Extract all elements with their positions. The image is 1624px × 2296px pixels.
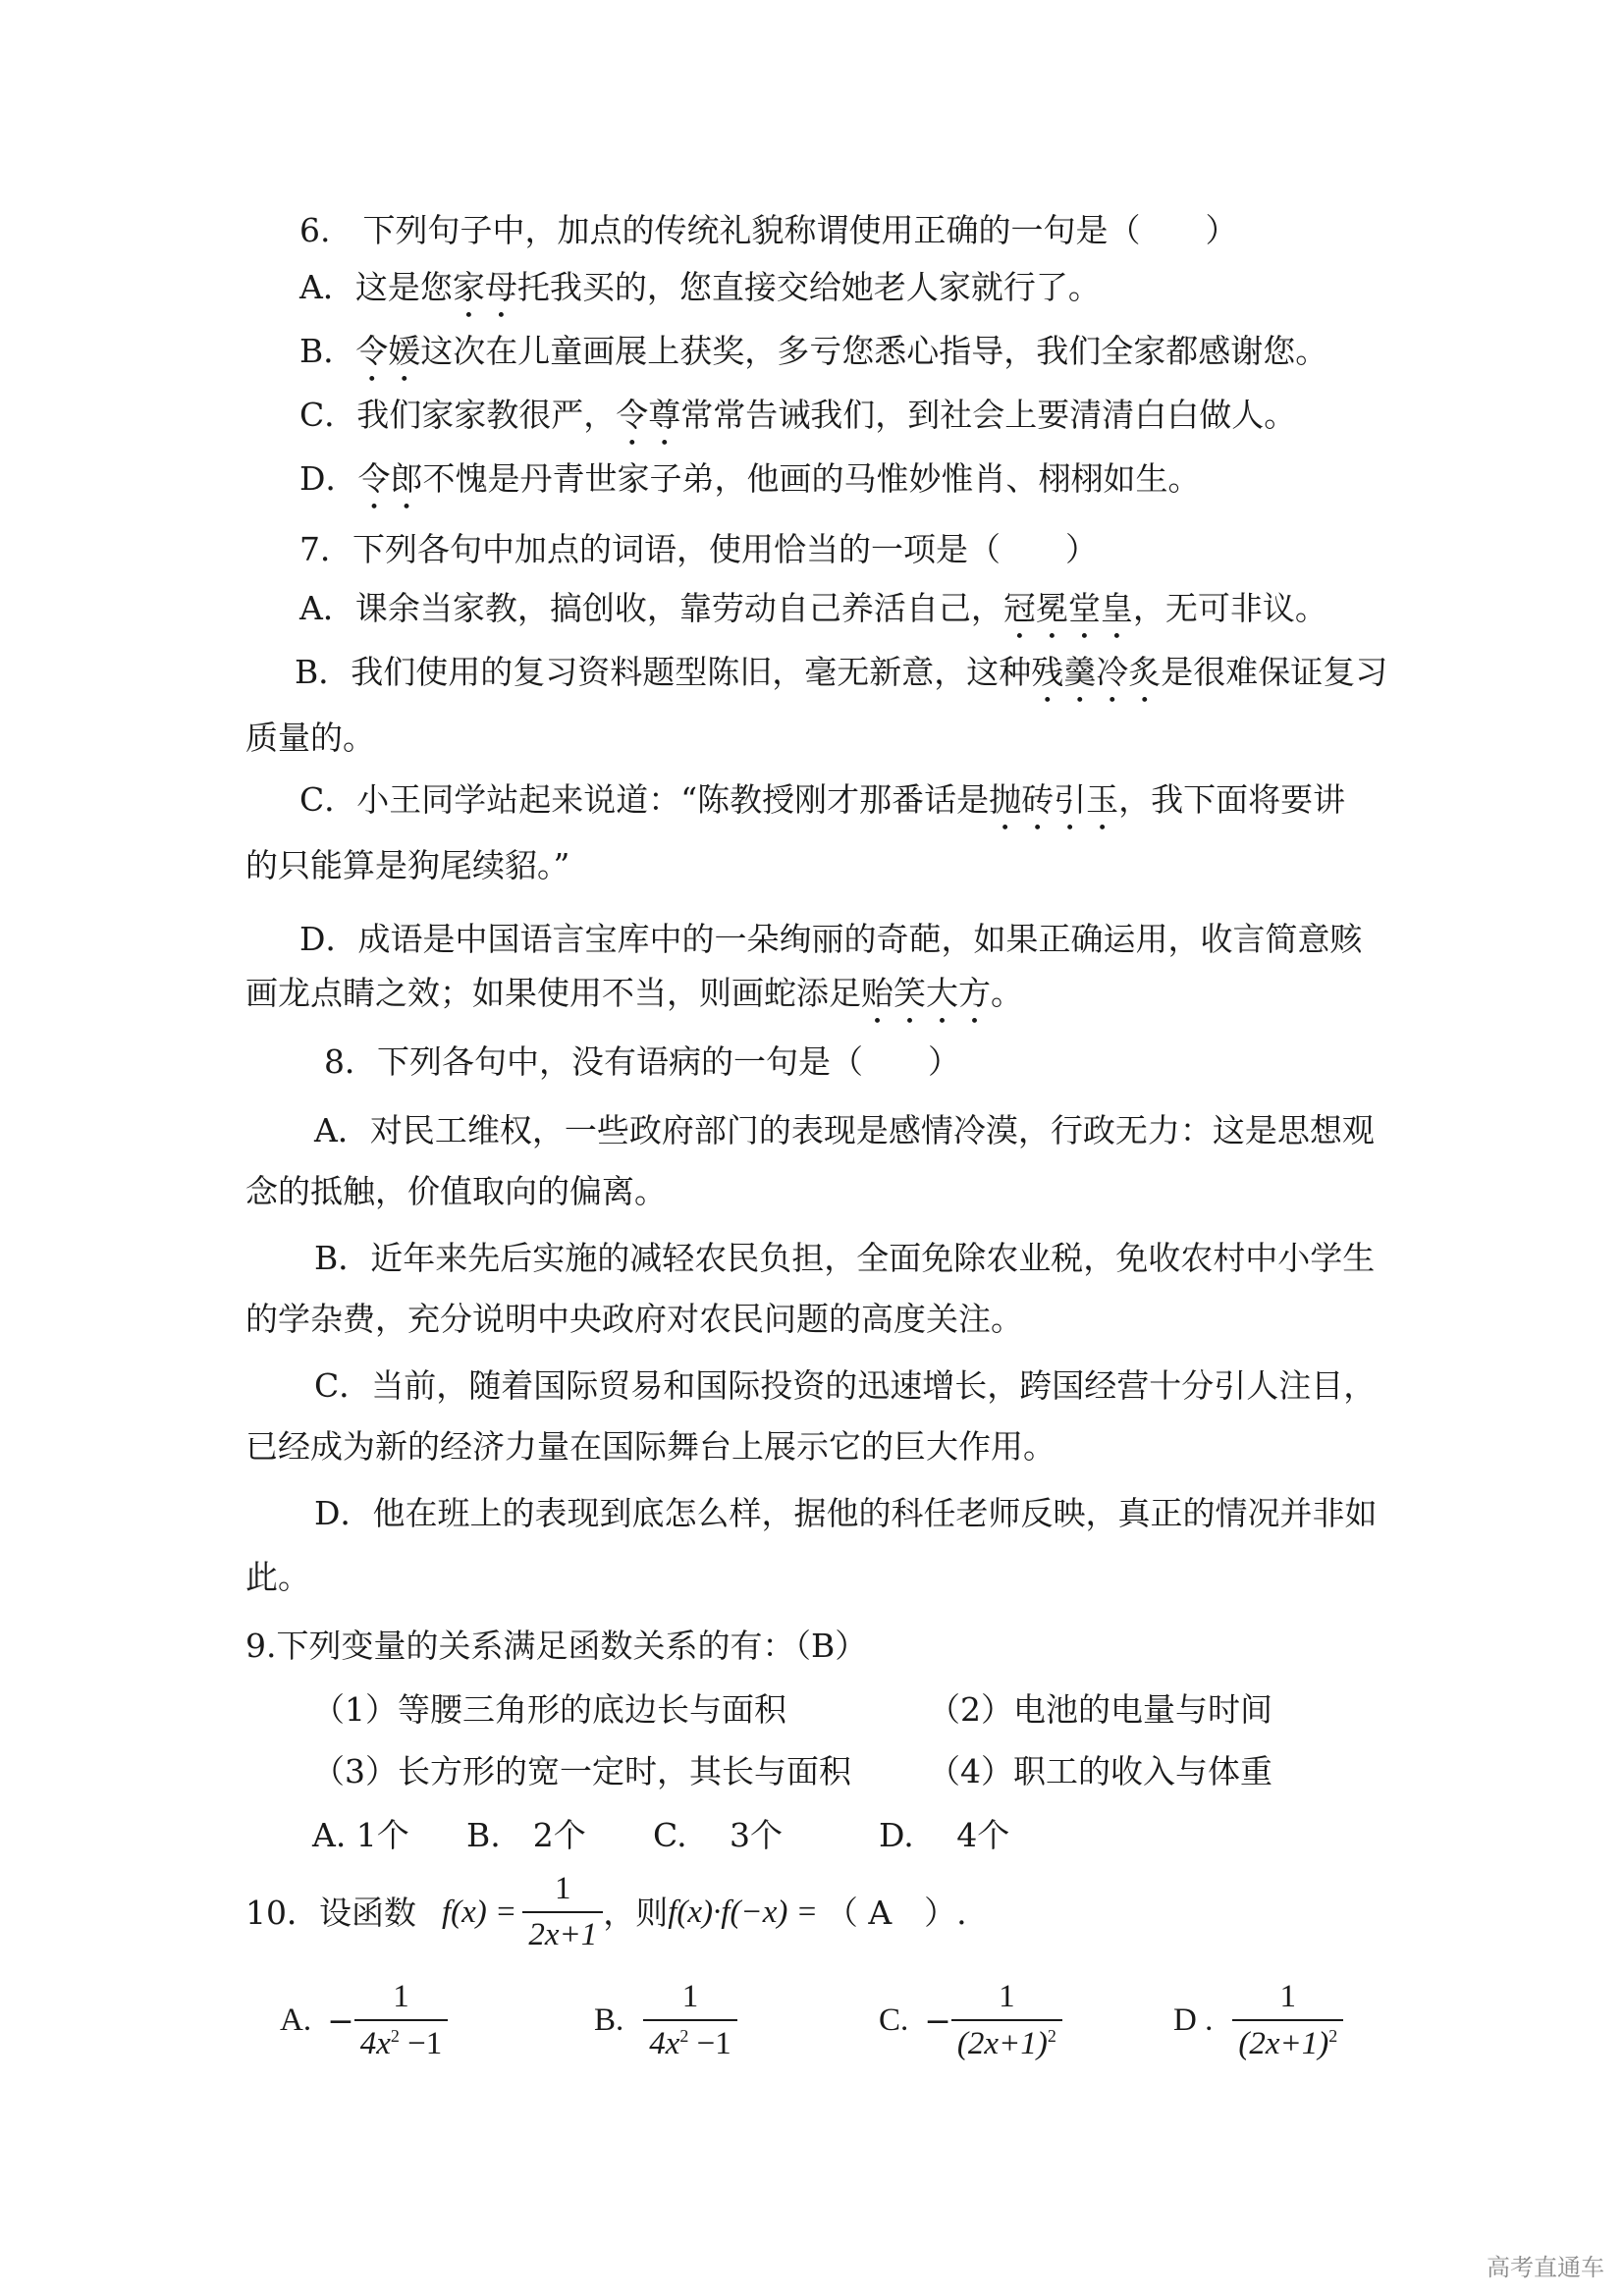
q8-option-b-line1: B．近年来先后实施的减轻农民负担，全面免除农业税，免收农村中小学生 [314, 1239, 1376, 1277]
q6-a-pre: A．这是您 [299, 268, 453, 306]
q10-b-fraction [643, 1981, 737, 2060]
q10-b-den-exp: 2 [679, 2026, 689, 2046]
q8-option-a-line1: A．对民工维权，一些政府部门的表现是感情冷漠，行政无力：这是思想观 [314, 1111, 1375, 1149]
q10-c-fraction [951, 1981, 1062, 2060]
q6-c-post: 常常告诫我们，到社会上要清清白白做人。 [680, 396, 1297, 434]
q8-stem: 8．下列各句中，没有语病的一句是（ ） [324, 1042, 960, 1081]
q10-middle: ，则 [603, 1893, 669, 1932]
q7-option-c [299, 780, 1345, 838]
q9-item-2: （2）电池的电量与时间 [928, 1690, 1272, 1729]
q8-option-b-line2: 的学杂费，充分说明中央政府对农民问题的高度关注。 [245, 1300, 1023, 1338]
watermark: 高考直通车 [1487, 2254, 1604, 2281]
q6-b-dotted: 令媛 [355, 332, 421, 370]
q10-a-den [354, 2019, 449, 2060]
q7-a-pre: A．课余当家教，搞创收，靠劳动自己养活自己， [299, 589, 1003, 627]
q6-option-d [299, 459, 1200, 517]
q8-option-c-line1: C．当前，随着国际贸易和国际投资的迅速增长，跨国经营十分引人注目， [314, 1366, 1377, 1405]
q9-item-1: （1）等腰三角形的底边长与面积 [312, 1690, 786, 1729]
q10-stem [245, 1873, 967, 1951]
q9-option-a: A. 1个 [312, 1816, 409, 1854]
q6-b-post: 这次在儿童画展上获奖，多亏您悉心指导，我们全家都感谢您。 [420, 332, 1328, 370]
q10-c-den-exp: 2 [1047, 2026, 1056, 2046]
q8-option-d-line1: D．他在班上的表现到底怎么样，据他的科任老师反映，真正的情况并非如 [314, 1494, 1378, 1532]
q8-option-c-line2: 已经成为新的经济力量在国际舞台上展示它的巨大作用。 [245, 1427, 1056, 1466]
q10-d-den-base: (2x+1) [1238, 2026, 1329, 2061]
q7-b-pre: B．我们使用的复习资料题型陈旧，毫无新意，这种 [295, 653, 1032, 691]
q6-a-post: 托我买的，您直接交给她老人家就行了。 [516, 268, 1101, 306]
q10-option-b [594, 1981, 737, 2060]
q10-a-den-rest: −1 [399, 2026, 443, 2061]
q7-option-c-cont: 的只能算是狗尾续貂。” [245, 846, 570, 884]
q10-c-label: C. [879, 2002, 909, 2038]
q10-a-den-base: 4x [359, 2026, 391, 2061]
q6-c-dotted: 令尊 [616, 396, 681, 434]
q10-b-num: 1 [681, 1979, 699, 2014]
q10-fraction [522, 1873, 603, 1951]
q9-option-d: D. 4个 [879, 1816, 1010, 1854]
q6-option-b [299, 332, 1327, 390]
q10-option-c [879, 1981, 1062, 2060]
q10-c-sign: − [924, 2002, 951, 2040]
q10-frac-num: 1 [555, 1871, 571, 1906]
q7-c-pre: C．小王同学站起来说道：“陈教授刚才那番话是 [299, 780, 990, 819]
q9-option-b: B. 2个 [466, 1816, 586, 1854]
q10-a-den-exp: 2 [390, 2026, 400, 2046]
q7-c-dotted: 抛砖引玉 [989, 780, 1119, 819]
q6-option-c [299, 396, 1296, 454]
q10-c-den-base: (2x+1) [956, 2026, 1048, 2061]
q10-b-den [643, 2019, 737, 2060]
q7-option-d-line1: D．成语是中国语言宝库中的一朵绚丽的奇葩，如果正确运用，收言简意赅 [299, 920, 1363, 958]
q10-b-den-rest: −1 [688, 2026, 731, 2061]
q7-option-b-cont: 质量的。 [245, 719, 375, 757]
q7-option-d-line2 [245, 974, 1023, 1032]
q10-b-label: B. [594, 2002, 624, 2038]
q8-option-a-line2: 念的抵触，价值取向的偏离。 [245, 1172, 667, 1210]
q10-a-label: A. [280, 2002, 312, 2038]
q7-d-post: 。 [991, 974, 1023, 1012]
q8-option-d-line2: 此。 [245, 1558, 310, 1596]
q10-c-den [951, 2019, 1062, 2060]
q10-a-fraction [354, 1981, 449, 2060]
q7-b-post: 是很难保证复习 [1161, 653, 1388, 691]
q6-d-pre: D． [299, 459, 358, 498]
q6-d-post: 不愧是丹青世家子弟，他画的马惟妙惟肖、栩栩如生。 [422, 459, 1201, 498]
q7-stem: 7．下列各句中加点的词语，使用恰当的一项是（ ） [299, 530, 1098, 568]
q9-option-c: C. 3个 [653, 1816, 784, 1854]
q10-option-d [1173, 1981, 1343, 2060]
q7-d-pre: 画龙点睛之效；如果使用不当，则画蛇添足 [245, 974, 861, 1012]
q10-d-fraction [1232, 1981, 1343, 2060]
q10-c-num: 1 [999, 1979, 1015, 2014]
q7-option-b [295, 653, 1387, 711]
q10-frac-den: 2x+1 [522, 1911, 603, 1951]
q10-answer: （ A ）. [825, 1893, 967, 1932]
q6-stem: 6. 下列句子中，加点的传统礼貌称谓使用正确的一句是（ ） [299, 211, 1238, 249]
q6-b-pre: B． [299, 332, 356, 370]
q6-d-dotted: 令郎 [357, 459, 423, 498]
q7-a-post: ，无可非议。 [1132, 589, 1327, 627]
q6-a-dotted: 家母 [452, 268, 517, 306]
q10-a-sign: − [327, 2002, 354, 2040]
q7-b-dotted: 残羹冷炙 [1031, 653, 1162, 691]
q10-a-num: 1 [393, 1979, 409, 2014]
q7-c-post: ，我下面将要讲 [1118, 780, 1346, 819]
q10-expr: f(x)·f(−x) = [668, 1894, 818, 1930]
q9-stem: 9.下列变量的关系满足函数关系的有：（B） [245, 1627, 868, 1665]
q9-item-4: （4）职工的收入与体重 [928, 1752, 1272, 1790]
q10-d-label: D . [1173, 2002, 1214, 2038]
q10-d-den-exp: 2 [1328, 2026, 1338, 2046]
q7-option-a [299, 589, 1327, 647]
q10-prefix: 10．设函数 [245, 1893, 416, 1932]
q7-d-dotted: 贻笑大方 [861, 974, 991, 1012]
q6-option-a [299, 268, 1101, 326]
q10-d-den [1232, 2019, 1343, 2060]
q9-item-3: （3）长方形的宽一定时，其长与面积 [312, 1752, 851, 1790]
q10-b-den-base: 4x [649, 2026, 680, 2061]
q10-option-a [280, 1981, 448, 2060]
q7-a-dotted: 冠冕堂皇 [1002, 589, 1133, 627]
q6-c-pre: C．我们家家教很严， [299, 396, 617, 434]
q10-fx: f(x) = [442, 1894, 517, 1930]
q10-d-num: 1 [1279, 1979, 1297, 2014]
